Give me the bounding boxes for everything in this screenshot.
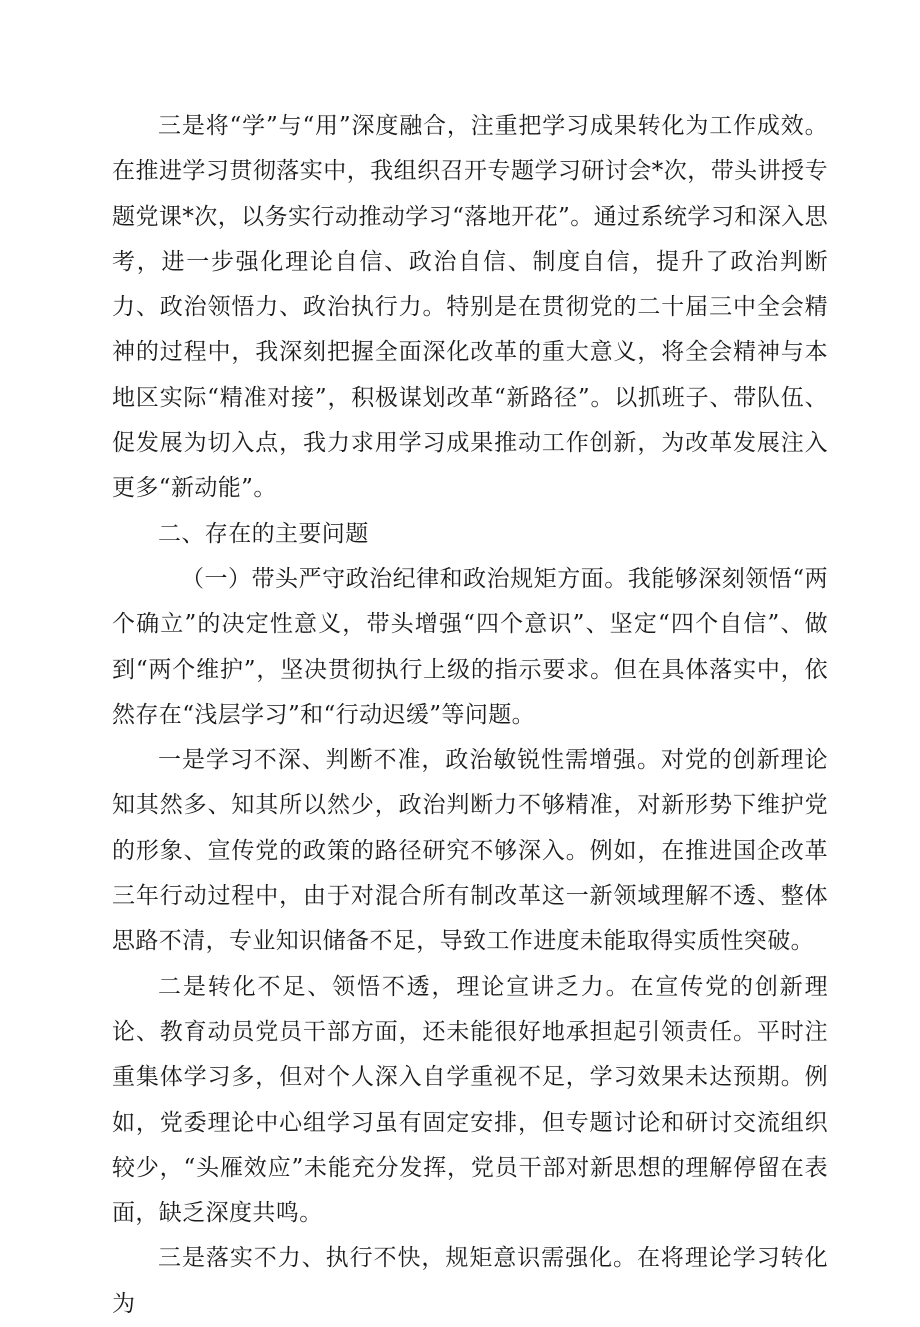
- section-heading-problems: 二、存在的主要问题: [158, 520, 369, 547]
- paragraph-problem-two: 二是转化不足、领悟不透，理论宣讲乏力。在宣传党的创新理论、教育动员党员干部方面，还未能很好地承担起引领责任。平时注重集体学习多，但对个人深入自学重视不足，学习效果未达预期。例如，党委理论中心组学习虽有固定安排，但专题讨论和研讨交流组织较少，“头雁效应”未能充分发挥，党员干部对新思想的理解停留在表面，缺乏深度共鸣。: [112, 973, 828, 1227]
- document-body: [112, 104, 828, 1327]
- paragraph-problem-one: 一是学习不深、判断不准，政治敏锐性需增强。对党的创新理论知其然多、知其所以然少，政治判断力不够精准，对新形势下维护党的形象、宣传党的政策的路径研究不够深入。例如，在推进国企改革三年行动过程中，由于对混合所有制改革这一新领域理解不透、整体思路不清，专业知识储备不足，导致工作进度未能取得实质性突破。: [112, 747, 828, 955]
- paragraph-study-application: 三是将“学”与“用”深度融合，注重把学习成果转化为工作成效。在推进学习贯彻落实中，我组织召开专题学习研讨会*次，带头讲授专题党课*次，以务实行动推动学习“落地开花”。通过系统学习和深入思考，进一步强化理论自信、政治自信、制度自信，提升了政治判断力、政治领悟力、政治执行力。特别是在贯彻党的二十届三中全会精神的过程中，我深刻把握全面深化改革的重大意义，将全会精神与本地区实际“精准对接”，积极谋划改革“新路径”。以抓班子、带队伍、促发展为切入点，我力求用学习成果推动工作创新，为改革发展注入更多“新动能”。: [112, 113, 828, 502]
- subsection-political-discipline: （一）带头严守政治纪律和政治规矩方面。我能够深刻领悟“两个确立”的决定性意义，带头增强“四个意识”、坚定“四个自信”、做到“两个维护”，坚决贯彻执行上级的指示要求。但在具体落实中，依然存在“浅层学习”和“行动迟缓”等问题。: [112, 565, 828, 728]
- paragraph-problem-three: 三是落实不力、执行不快，规矩意识需强化。在将理论学习转化为: [112, 1245, 828, 1317]
